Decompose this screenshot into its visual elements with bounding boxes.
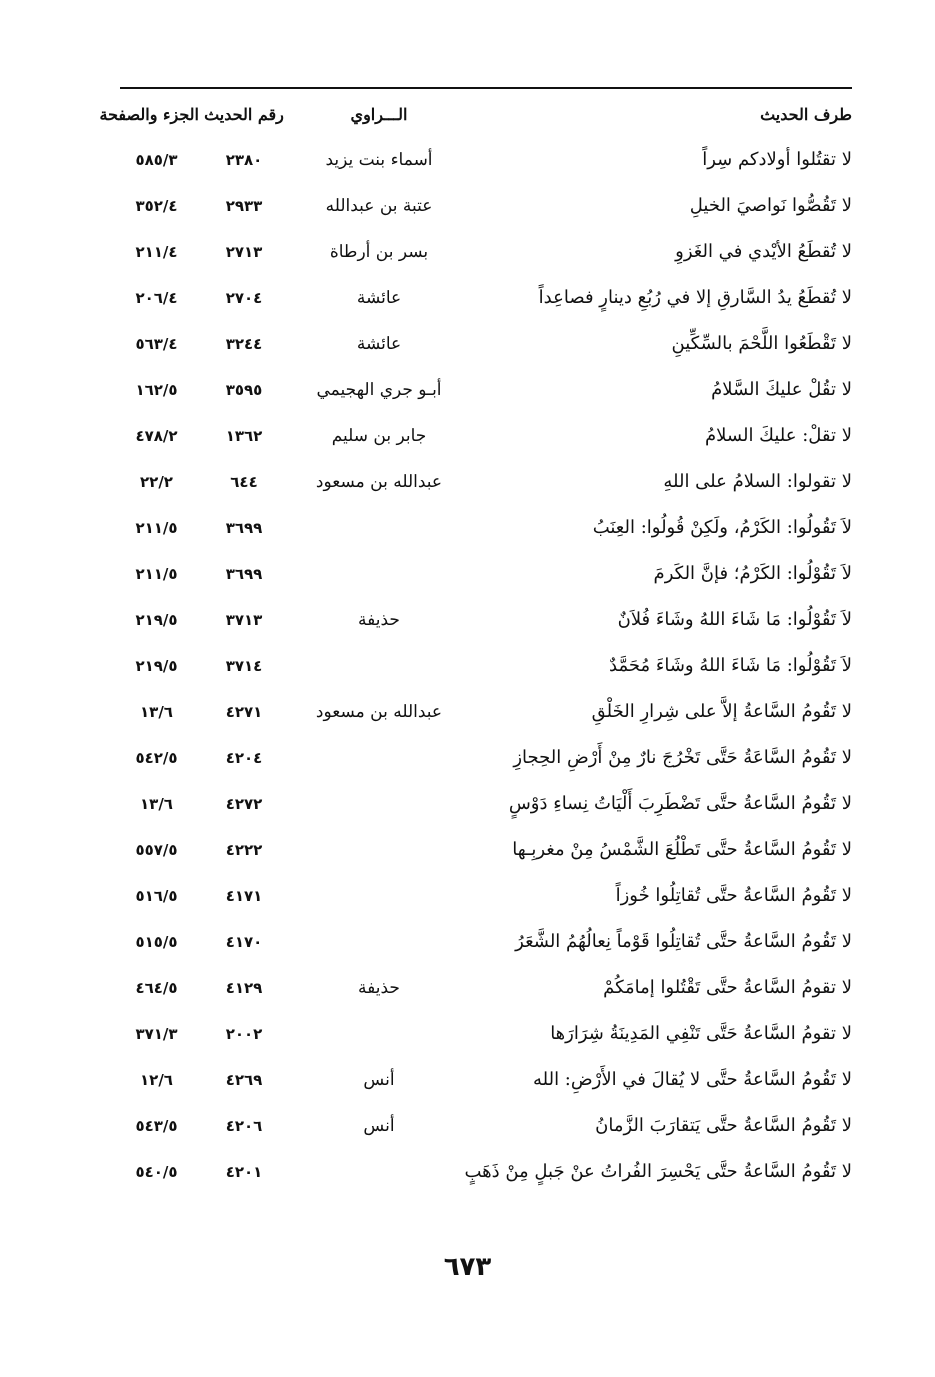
hadith-text: لا تقلْ: عليكَ السلامُ: [705, 425, 852, 446]
narrator: جابر بن سليم: [331, 426, 427, 446]
hadith-text: لا تقُلْ عليكَ السَّلامُ: [711, 379, 852, 400]
hadith-number: ٣٦٩٩: [225, 565, 263, 583]
hadith-number: ١٣٦٢: [225, 427, 263, 445]
table-row: [120, 459, 852, 505]
volume-page: ٥٨٥/٣: [135, 151, 178, 169]
hadith-text: لاَ تَقُوْلُوا: مَا شَاءَ اللهُ وشَاءَ فُلاَنٌ: [617, 609, 852, 630]
header-narrator: الـــراوي: [350, 105, 408, 124]
hadith-text: لا تَقُومُ السَّاعةُ حتَّى تَطْلُعَ الشَّمْسُ مِنْ مغربِـها: [512, 839, 852, 860]
header-volume-page: الجزء والصفحة: [99, 105, 199, 124]
volume-page: ٢٢/٢: [140, 473, 173, 491]
hadith-text: لا تَقُومُ السَّاعةُ حتَّى يَتقارَبَ الزَّمانُ: [595, 1115, 852, 1136]
volume-page: ٥٥٧/٥: [135, 841, 178, 859]
table-row: [120, 1057, 852, 1103]
hadith-text: لا تَقُصُّوا نَواصيَ الخيلِ: [689, 195, 852, 216]
hadith-number: ٤١٧١: [225, 887, 263, 905]
volume-page: ٥٦٣/٤: [135, 335, 178, 353]
hadith-number: ٤١٢٩: [225, 979, 263, 997]
narrator: أنس: [363, 1116, 395, 1136]
hadith-number: ٣٦٩٩: [225, 519, 263, 537]
table-row: [120, 275, 852, 321]
hadith-number: ٤٢٠١: [225, 1163, 263, 1181]
volume-page: ٥١٥/٥: [135, 933, 178, 951]
hadith-number: ٤٢٧٢: [225, 795, 263, 813]
hadith-number: ٤٢٠٤: [225, 749, 263, 767]
hadith-number: ٤٢٢٢: [225, 841, 263, 859]
hadith-text: لا تَقُومُ السَّاعةُ حتَّى لا يُقالَ في الأَرْضِ: الله: [532, 1069, 852, 1090]
page-number: ٦٧٣: [443, 1252, 492, 1282]
table-row: [120, 321, 852, 367]
volume-page: ١٣/٦: [140, 795, 173, 813]
hadith-number: ٣٧١٣: [225, 611, 263, 629]
hadith-number: ٢٠٠٢: [225, 1025, 263, 1043]
hadith-number: ٣٧١٤: [225, 657, 263, 675]
narrator: حذيفة: [358, 610, 400, 630]
narrator: عائشة: [356, 288, 402, 308]
hadith-number: ٤١٧٠: [225, 933, 263, 951]
hadith-text: لا تَقُومُ السَّاعةُ حتَّى تُقاتِلُوا خُوزاً: [615, 885, 852, 906]
volume-page: ٥١٦/٥: [135, 887, 178, 905]
hadith-text: لا تقومُ السَّاعةُ حَتَّى تَنْفِي المَدِينَةُ شِرَارَها: [550, 1023, 852, 1044]
volume-page: ٤٦٤/٥: [135, 979, 178, 997]
table-row: [120, 551, 852, 597]
narrator: بسر بن أرطاة: [329, 242, 429, 262]
volume-page: ٢١٩/٥: [135, 611, 178, 629]
hadith-text: لا تُقطَعُ الأيْدي في الغَزوِ: [675, 241, 852, 262]
hadith-number: ٤٢٧١: [225, 703, 263, 721]
volume-page: ٣٧١/٣: [135, 1025, 178, 1043]
narrator: حذيفة: [358, 978, 400, 998]
top-rule: [120, 87, 852, 89]
hadith-text: لاَ تَقُوْلُوا: مَا شَاءَ اللهُ وشَاءَ مُحَمَّدٌ: [609, 655, 852, 676]
table-row: [120, 505, 852, 551]
hadith-number: ٢٧٠٤: [225, 289, 263, 307]
table-row: [120, 597, 852, 643]
volume-page: ٥٤٠/٥: [135, 1163, 178, 1181]
hadith-text: لا تَقْطَعُوا اللَّحْمَ بالسِّكِّينِ: [671, 333, 852, 354]
hadith-number: ٢٩٣٣: [225, 197, 263, 215]
hadith-number: ٢٧١٣: [225, 243, 263, 261]
hadith-number: ٢٣٨٠: [225, 151, 263, 169]
table-row: [120, 183, 852, 229]
hadith-text: لاَ تَقُوْلُوا: الكَرْمُ؛ فإنَّ الكَرمَ: [653, 563, 852, 584]
table-row: [120, 413, 852, 459]
hadith-number: ٦٤٤: [230, 473, 258, 491]
narrator: أسماء بنت يزيد: [325, 150, 433, 170]
volume-page: ١٢/٦: [140, 1071, 173, 1089]
volume-page: ٤٧٨/٢: [135, 427, 178, 445]
volume-page: ٢٠٦/٤: [135, 289, 178, 307]
table-row: [120, 781, 852, 827]
hadith-text: لا تَقُومُ السَّاعةُ حتَّى تَضْطَرِبَ أَلْيَاتُ نِساءِ دَوْسٍ: [508, 793, 852, 814]
hadith-text: لا تقتُلوا أولادكم سِراً: [702, 149, 852, 170]
table-row: [120, 689, 852, 735]
volume-page: ٢١٩/٥: [135, 657, 178, 675]
volume-page: ٣٥٢/٤: [135, 197, 178, 215]
volume-page: ٢١١/٥: [135, 565, 178, 583]
hadith-number: ٣٥٩٥: [225, 381, 263, 399]
hadith-number: ٤٢٠٦: [225, 1117, 263, 1135]
narrator: أبـو جري الهجيمي: [316, 380, 442, 400]
table-row: [120, 827, 852, 873]
table-row: [120, 137, 852, 183]
narrator: عبدالله بن مسعود: [315, 702, 443, 722]
table-row: [120, 643, 852, 689]
hadith-text: لا تَقُومُ السَّاعةُ حتَّى يَحْسِرَ الفُراتُ عنْ جَبلٍ مِنْ ذَهَبٍ: [464, 1161, 852, 1182]
volume-page: ١٣/٦: [140, 703, 173, 721]
hadith-text: لا تَقُومُ السَّاعةُ حتَّى تُقاتِلُوا قَوْماً نِعالُهُمُ الشَّعَرُ: [515, 931, 852, 952]
table-row: [120, 1103, 852, 1149]
table-row: [120, 965, 852, 1011]
narrator: عبدالله بن مسعود: [315, 472, 443, 492]
narrator: عتبة بن عبدالله: [325, 196, 433, 216]
table-row: [120, 1149, 852, 1195]
table-row: [120, 873, 852, 919]
hadith-text: لا تَقُومُ السَّاعةُ إلاَّ على شِرارِ الخَلْقِ: [591, 701, 852, 722]
volume-page: ٢١١/٤: [135, 243, 178, 261]
narrator: عائشة: [356, 334, 402, 354]
hadith-text: لا تقومُ السَّاعةُ حتَّى تَقْتُلوا إمامَكُمْ: [603, 977, 852, 998]
table-row: [120, 735, 852, 781]
hadith-text: لا تقولوا: السلامُ على اللهِ: [663, 471, 852, 492]
header-hadith-text: طرف الحديث: [760, 105, 852, 124]
hadith-text: لاَ تَقُولُوا: الكَرْمُ، ولَكِنْ قُولُوا: العِنَبُ: [592, 517, 852, 538]
volume-page: ١٦٢/٥: [135, 381, 178, 399]
hadith-number: ٤٢٦٩: [225, 1071, 263, 1089]
hadith-index-table: [120, 137, 852, 1197]
table-row: [120, 919, 852, 965]
table-row: [120, 367, 852, 413]
hadith-text: لا تَقُومُ السَّاعَةُ حَتَّى تَخْرُجَ نارٌ مِنْ أَرْضِ الحِجازِ: [513, 747, 852, 768]
header-hadith-number: رقم الحديث: [204, 105, 284, 124]
table-row: [120, 1011, 852, 1057]
narrator: أنس: [363, 1070, 395, 1090]
hadith-text: لا تُقطَعُ يدُ السَّارقِ إلا في رُبُعِ دينارٍ فصاعِداً: [538, 287, 852, 308]
table-row: [120, 229, 852, 275]
hadith-number: ٣٢٤٤: [225, 335, 263, 353]
volume-page: ٢١١/٥: [135, 519, 178, 537]
volume-page: ٥٤٢/٥: [135, 749, 178, 767]
volume-page: ٥٤٣/٥: [135, 1117, 178, 1135]
table-header: [99, 100, 852, 132]
